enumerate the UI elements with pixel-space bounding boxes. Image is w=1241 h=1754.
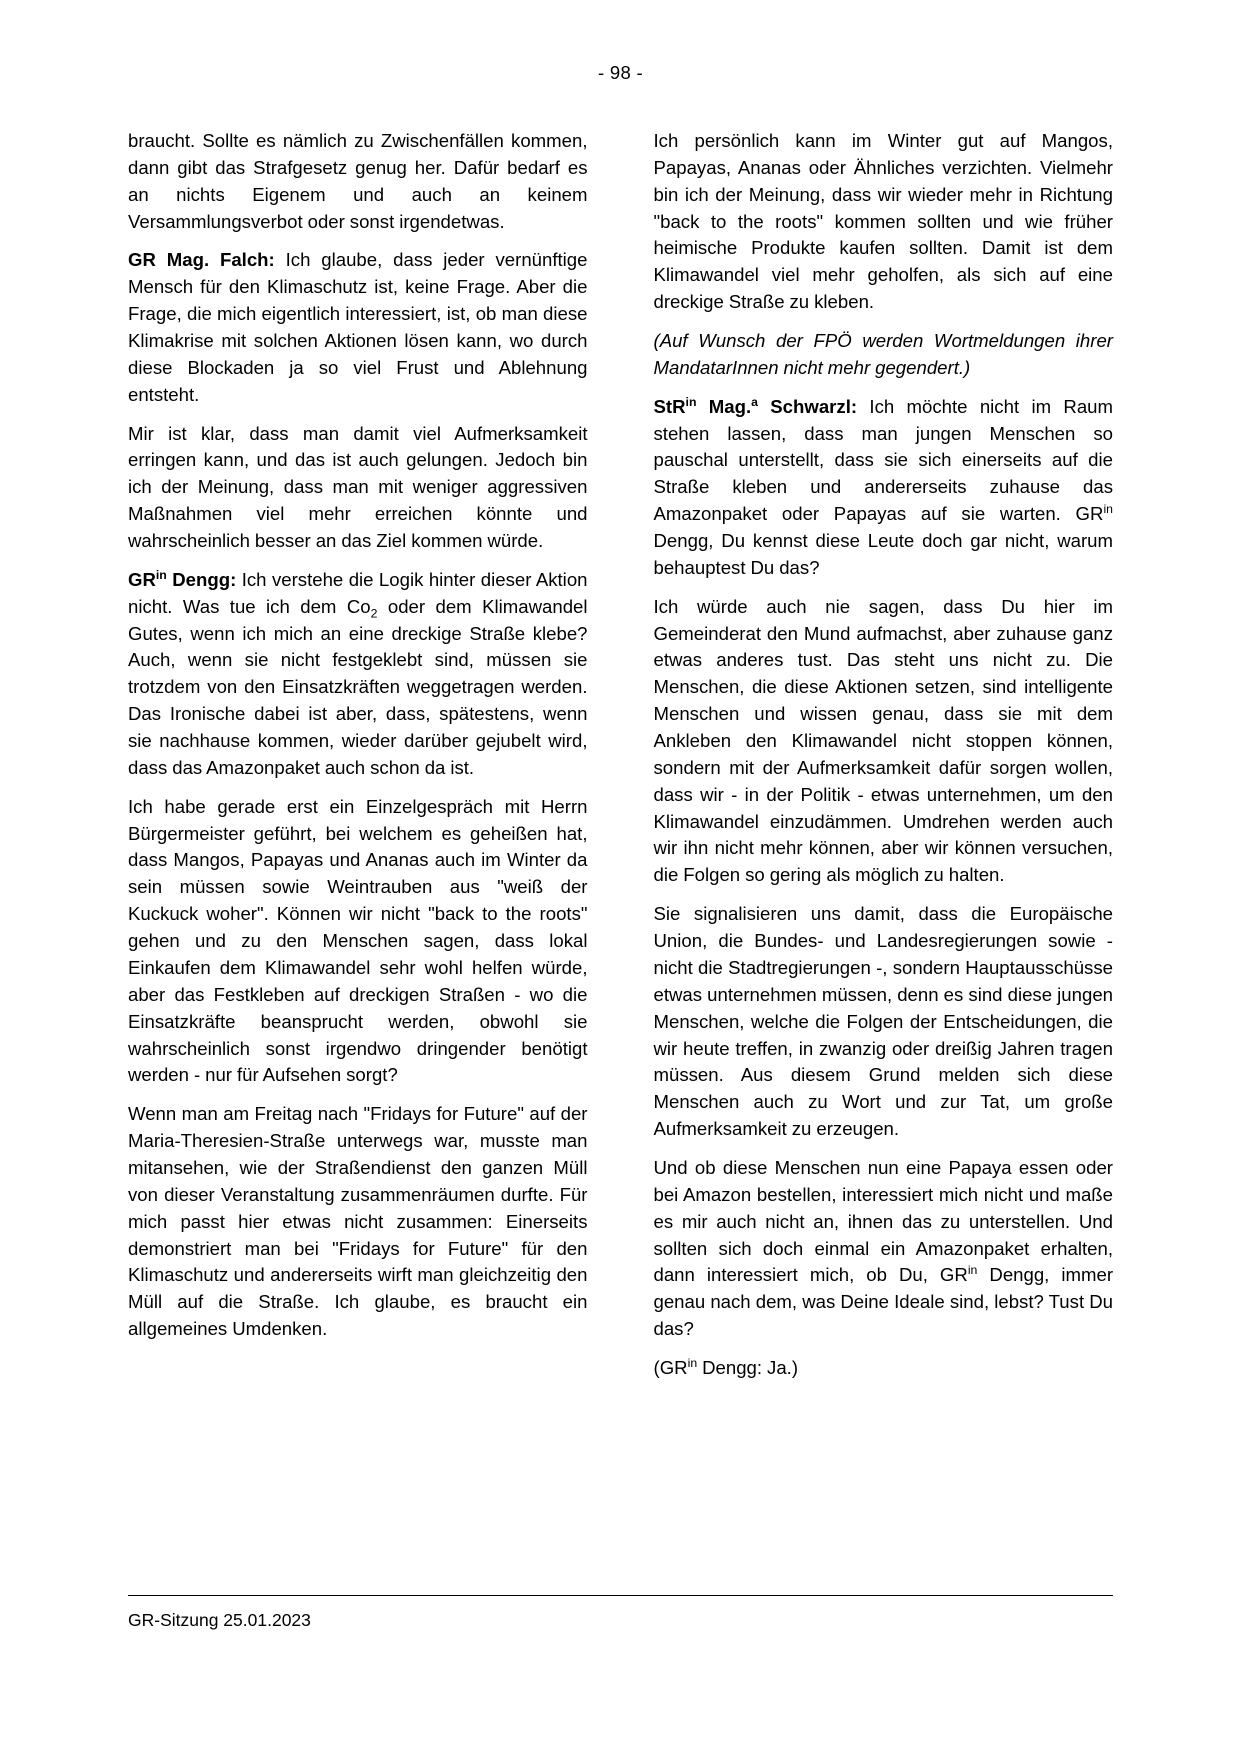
- right-column: [654, 128, 1114, 1382]
- paragraph-text-b: Dengg, immer genau nach dem, was Deine Ideale sind, lebst? Tust Du das?: [653, 1264, 1114, 1340]
- speaker-superscript: in: [155, 567, 167, 582]
- interjection-text-b: Dengg: Ja.): [697, 1356, 799, 1378]
- paragraph: [654, 1155, 1114, 1343]
- left-column: [128, 128, 588, 1382]
- footer-label: GR-Sitzung 25.01.2023: [128, 1610, 311, 1630]
- paragraph: braucht. Sollte es nämlich zu Zwischenfällen kommen, dann gibt das Strafgesetz genug her. Dafür bedarf es an nichts Eigenem und auch an keinem Versammlungsverbot oder sonst irgendetwas.: [128, 130, 588, 232]
- speaker-name: GR Mag. Falch:: [128, 249, 275, 271]
- inline-superscript: in: [967, 1263, 978, 1278]
- speaker-suffix: Schwarzl:: [757, 395, 858, 417]
- chemical-subscript: 2: [370, 606, 378, 621]
- paragraph: Wenn man am Freitag nach "Fridays for Future" auf der Maria-Theresien-Straße unterwegs war, musste man mitansehen, wie der Straßendienst den ganzen Müll von dieser Veranstaltung zusammenräumen durfte. Für mich passt hier etwas nicht zusammen: Einerseits demonstriert man bei "Fridays for Future" für den Klimaschutz und andererseits wirft man gleichzeitig den Müll auf die Straße. Ich glaube, es braucht ein allgemeines Umdenken.: [128, 1103, 588, 1340]
- paragraph-with-speaker: [128, 567, 588, 782]
- paragraph-text-b: oder dem Klimawandel Gutes, wenn ich mich an eine dreckige Straße klebe? Auch, wenn sie nicht festgeklebt sind, müssen sie trotzdem von den Einsatzkräften weggetragen werden. Das Ironische dabei ist aber, dass, spätestens, wenn sie nachhause kommen, wieder darüber gejubelt wird, dass das Amazonpaket auch schon da ist.: [128, 595, 588, 778]
- speaker-superscript-2: a: [751, 394, 758, 409]
- inline-superscript: in: [687, 1355, 698, 1370]
- speaker-name: [654, 396, 858, 417]
- paragraph: Sie signalisieren uns damit, dass die Europäische Union, die Bundes- und Landesregierungen sowie - nicht die Stadtregierungen -, sondern Hauptausschüsse etwas unternehmen müssen, denn es sind diese jungen Menschen, welche die Folgen der Entscheidungen, die wir heute treffen, in zwanzig oder dreißig Jahren tragen müssen. Aus diesem Grund melden sich diese Menschen auch zu Wort und zur Tat, um große Aufmerksamkeit zu erzeugen.: [653, 903, 1113, 1140]
- paragraph-text: Ich glaube, dass jeder vernünftige Mensch für den Klimaschutz ist, keine Frage. Aber die Frage, die mich eigentlich interessiert, ist, ob man diese Klimakrise mit solchen Aktionen lösen kann, wo durch diese Blockaden ja so viel Frust und Ablehnung entsteht.: [128, 249, 588, 405]
- speaker-prefix: StR: [653, 395, 686, 417]
- paragraph: Ich habe gerade erst ein Einzelgespräch mit Herrn Bürgermeister geführt, bei welchem es geheißen hat, dass Mangos, Papayas und Ananas auch im Winter da sein müssen sowie Weintrauben aus "weiß der Kuckuck woher". Können wir nicht "back to the roots" gehen und zu den Menschen sagen, dass lokal Einkaufen dem Klimawandel sehr wohl helfen würde, aber das Festkleben auf dreckigen Straßen - wo die Einsatzkräfte beansprucht werden, obwohl sie wahrscheinlich sonst irgendwo dringender benötigt werden - nur für Aufsehen sorgt?: [128, 795, 588, 1086]
- paragraph-text-b: Dengg, Du kennst diese Leute doch gar nicht, warum behauptest Du das?: [653, 530, 1113, 578]
- paragraph-with-speaker: [128, 247, 588, 408]
- paragraph: Ich würde auch nie sagen, dass Du hier im Gemeinderat den Mund aufmachst, aber zuhause ganz etwas anderes tust. Das steht uns nicht zu. Die Menschen, die diese Aktionen setzen, sind intelligente Menschen und wissen genau, dass sie mit dem Ankleben den Klimawandel nicht stoppen können, sondern mit der Aufmerksamkeit dafür sorgen wollen, dass wir - in der Politik - etwas unternehmen, um den Klimawandel einzudämmen. Umdrehen werden auch wir ihn nicht mehr können, aber wir können versuchen, die Folgen so gering als möglich zu halten.: [653, 595, 1113, 886]
- speaker-suffix: Dengg:: [166, 568, 237, 590]
- speaker-name: [128, 569, 236, 590]
- editorial-note: (Auf Wunsch der FPÖ werden Wortmeldungen ihrer MandatarInnen nicht mehr gegendert.): [653, 330, 1113, 378]
- inline-superscript: in: [1103, 501, 1113, 516]
- footer-divider: [128, 1595, 1113, 1596]
- paragraph-text-a: Und ob diese Menschen nun eine Papaya essen oder bei Amazon bestellen, interessiert mich nicht und maße es mir auch nicht an, ihnen das zu unterstellen. Und sollten sich doch einmal ein Amazonpaket erhalten, dann interessiert mich, ob Du, GR: [653, 1156, 1113, 1286]
- interjection: [654, 1355, 1114, 1382]
- two-column-body: [128, 128, 1113, 1382]
- speaker-prefix: GR: [128, 568, 156, 590]
- speaker-superscript: in: [685, 394, 697, 409]
- speaker-mid: Mag.: [696, 395, 752, 417]
- paragraph: Ich persönlich kann im Winter gut auf Mangos, Papayas, Ananas oder Ähnliches verzichten. Vielmehr bin ich der Meinung, dass wir wieder mehr in Richtung "back to the roots" kommen sollten und wie früher heimische Produkte kaufen sollten. Damit ist dem Klimawandel viel mehr geholfen, als sich auf eine dreckige Straße zu kleben.: [653, 130, 1113, 313]
- paragraph-text-a: Ich verstehe die Logik hinter dieser Aktion nicht. Was tue ich dem Co: [128, 568, 588, 617]
- interjection-text-a: (GR: [653, 1356, 688, 1378]
- paragraph-with-speaker: [654, 394, 1114, 582]
- paragraph: Mir ist klar, dass man damit viel Aufmerksamkeit erringen kann, und das ist auch gelungen. Jedoch bin ich der Meinung, dass man mit weniger aggressiven Maßnahmen viel mehr erreichen könnte und wahrscheinlich besser an das Ziel kommen würde.: [128, 422, 588, 552]
- paragraph-text-a: Ich möchte nicht im Raum stehen lassen, dass man jungen Menschen so pauschal unterstellt, dass sie sich einerseits auf die Straße kleben und andererseits zuhause das Amazonpaket oder Papayas auf sie warten. GR: [653, 395, 1113, 525]
- page-number: - 98 -: [598, 62, 643, 83]
